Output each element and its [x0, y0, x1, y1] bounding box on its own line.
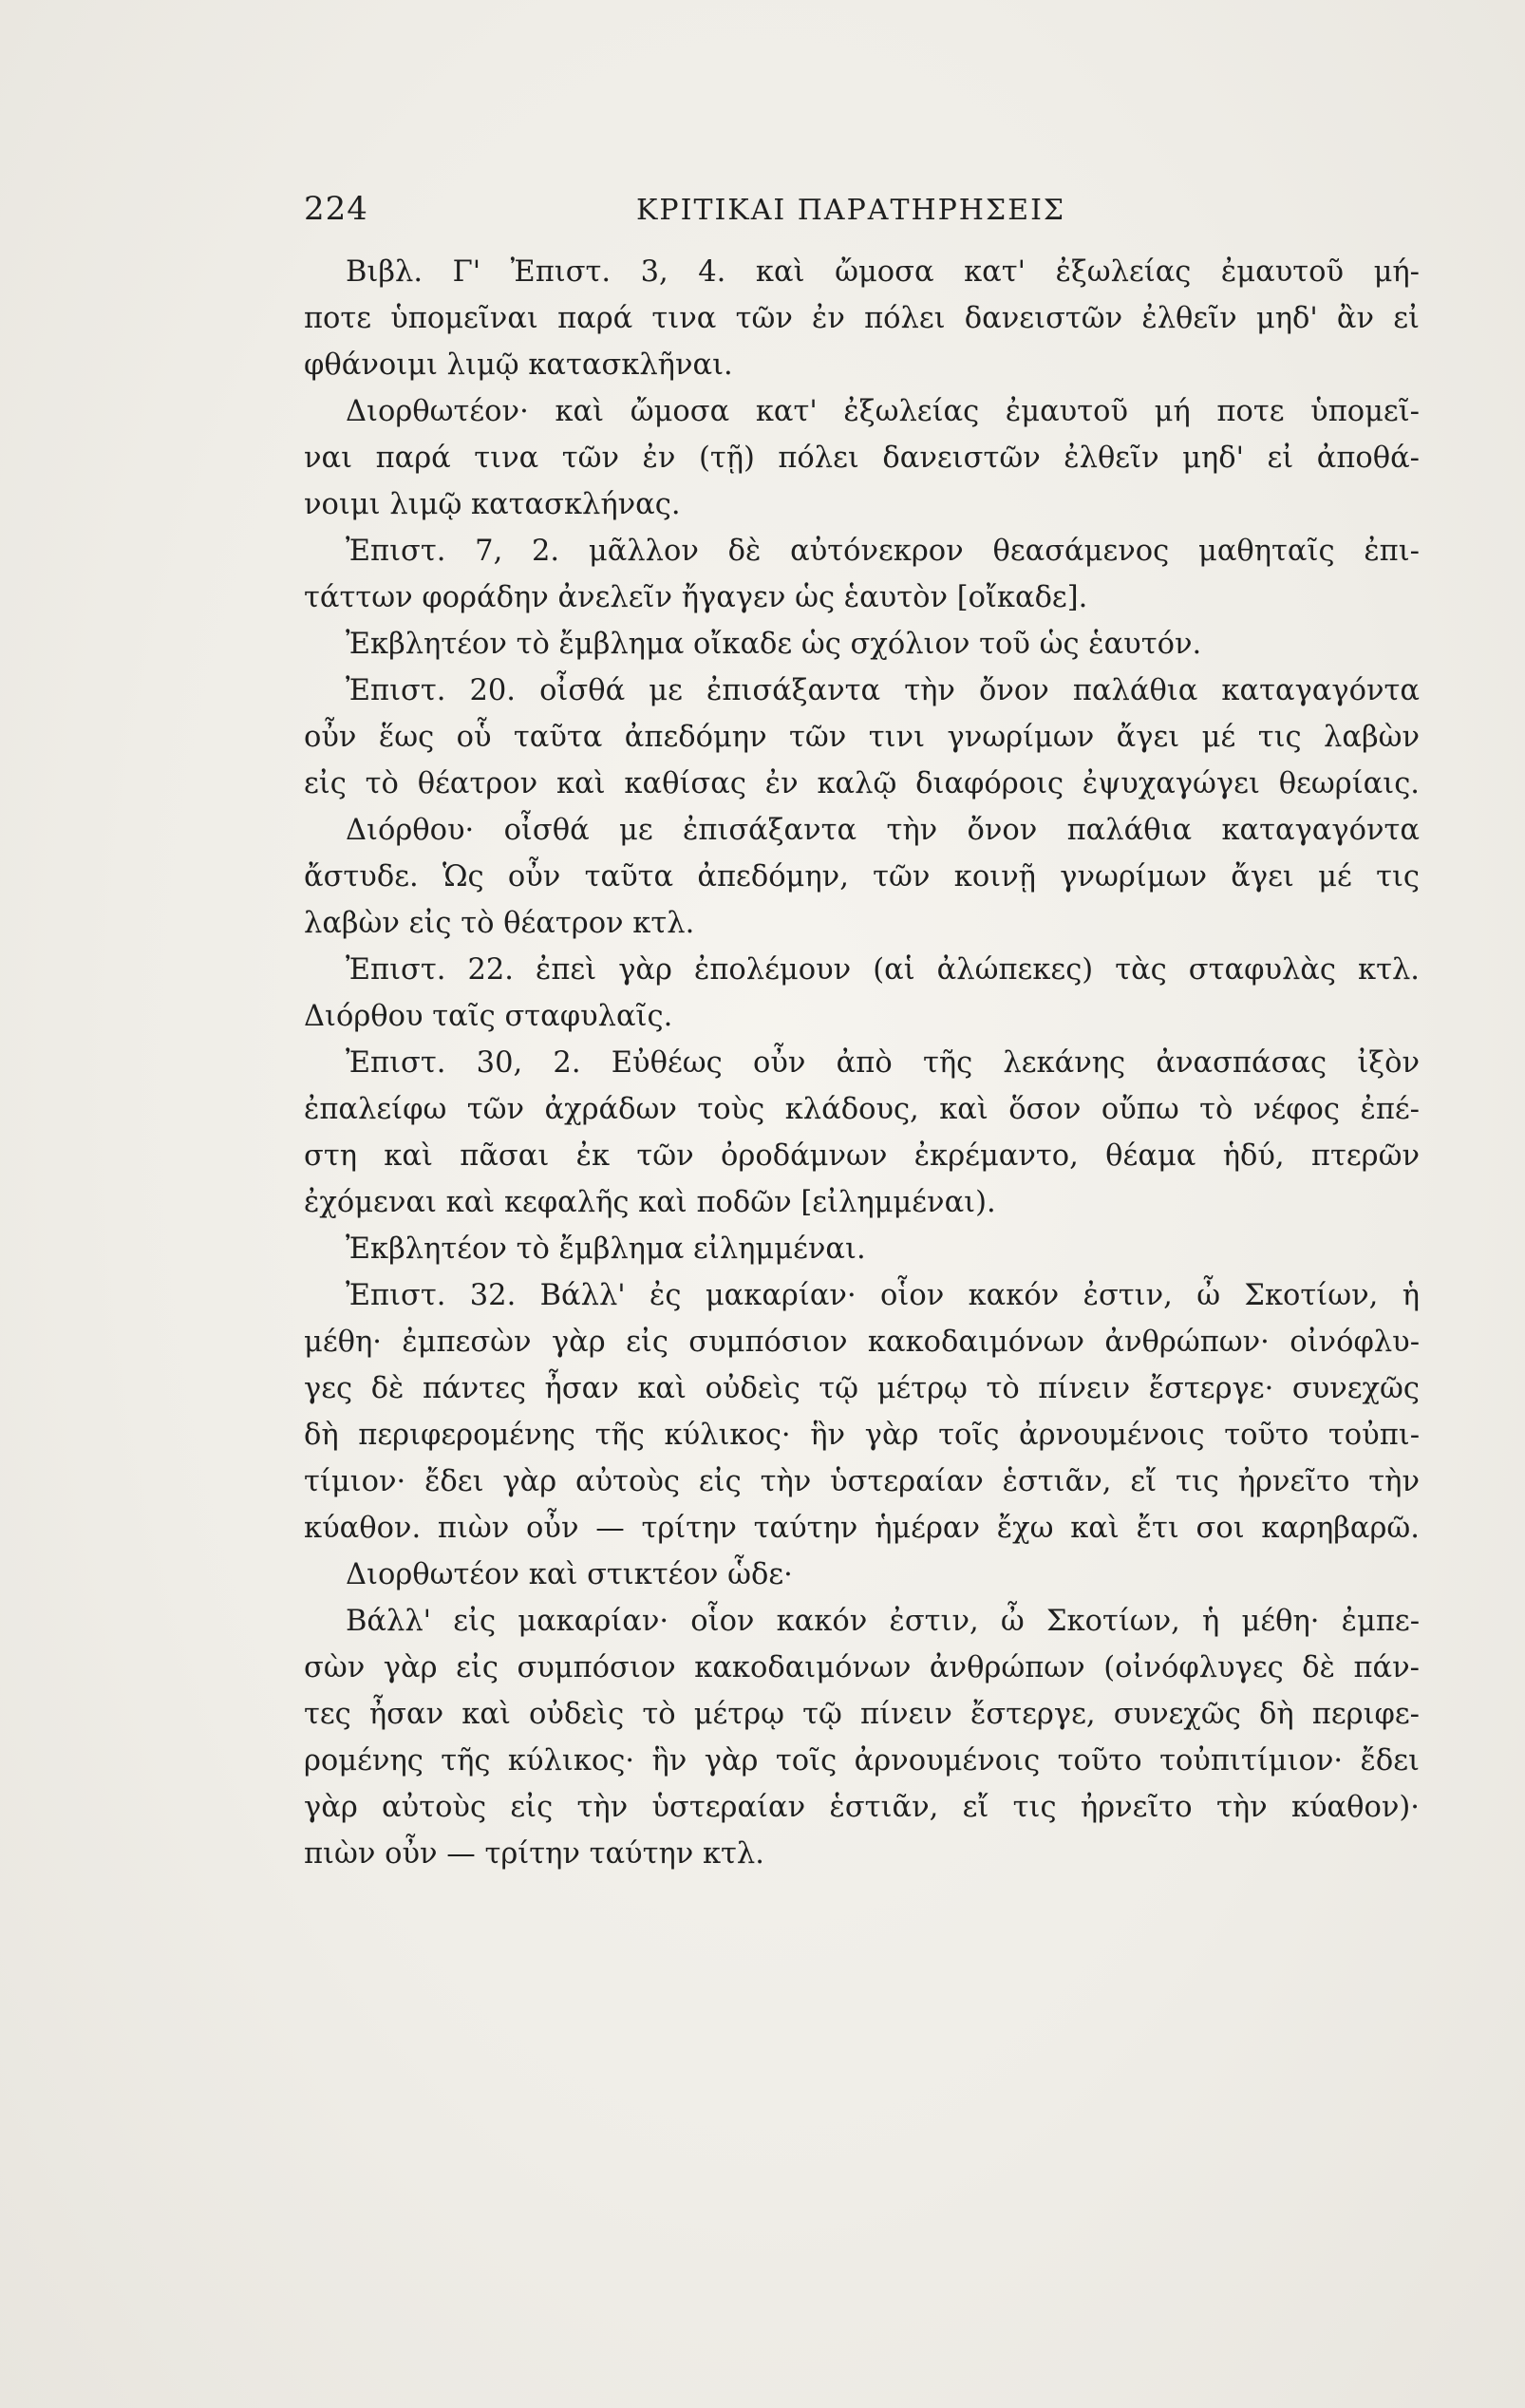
text-line: ἐπαλείφω τῶν ἀχράδων τοὺς κλάδους, καὶ ὅσον οὔπω τὸ νέφος ἐπέ- — [304, 1093, 1420, 1126]
text-line: γες δὲ πάντες ἦσαν καὶ οὐδεὶς τῷ μέτρῳ τὸ πίνειν ἔστεργε· συνεχῶς — [304, 1372, 1420, 1405]
text-line: Βάλλ' εἰς μακαρίαν· οἷον κακόν ἐστιν, ὦ Σκοτίων, ἡ μέθη· ἐμπε- — [346, 1605, 1420, 1638]
text-line: κύαθον. πιὼν οὖν — τρίτην ταύτην ἡμέραν ἔχω καὶ ἔτι σοι καρηβαρῶ. — [304, 1512, 1420, 1545]
text-line: οὖν ἕως οὗ ταῦτα ἀπεδόμην τῶν τινι γνωρίμων ἄγει μέ τις λαβὼν — [304, 721, 1420, 754]
text-line: δὴ περιφερομένης τῆς κύλικος· ἣν γὰρ τοῖς ἀρνουμένοις τοῦτο τοὐπι- — [304, 1419, 1420, 1452]
text-line: Ἐπιστ. 22. ἐπεὶ γὰρ ἐπολέμουν (αἱ ἀλώπεκες) τὰς σταφυλὰς κτλ. — [346, 953, 1420, 987]
text-line: ναι παρά τινα τῶν ἐν (τῇ) πόλει δανειστῶν ἐλθεῖν μηδ' εἰ ἀποθά- — [304, 442, 1420, 475]
text-line: Ἐκβλητέον τὸ ἔμβλημα εἰλημμέναι. — [346, 1232, 866, 1266]
text-line: ποτε ὑπομεῖναι παρά τινα τῶν ἐν πόλει δανειστῶν ἐλθεῖν μηδ' ἂν εἰ — [304, 302, 1420, 335]
text-line: Ἐκβλητέον τὸ ἔμβλημα οἴκαδε ὡς σχόλιον τοῦ ὡς ἑαυτόν. — [346, 628, 1202, 661]
text-line: σὼν γὰρ εἰς συμπόσιον κακοδαιμόνων ἀνθρώπων (οἰνόφλυγες δὲ πάν- — [304, 1651, 1420, 1684]
text-line: φθάνοιμι λιμῷ κατασκλῆναι. — [304, 348, 733, 382]
text-line: Ἐπιστ. 20. οἶσθά με ἐπισάξαντα τὴν ὄνον παλάθια καταγαγόντα — [346, 674, 1420, 707]
body-text — [304, 249, 1420, 1877]
text-line: νοιμι λιμῷ κατασκλήνας. — [304, 488, 681, 521]
text-line: εἰς τὸ θέατρον καὶ καθίσας ἐν καλῷ διαφόροις ἐψυχαγώγει θεωρίαις. — [304, 767, 1420, 800]
text-line: μέθη· ἐμπεσὼν γὰρ εἰς συμπόσιον κακοδαιμόνων ἀνθρώπων· οἰνόφλυ- — [304, 1326, 1420, 1359]
text-line: γὰρ αὐτοὺς εἰς τὴν ὑστεραίαν ἑστιᾶν, εἴ τις ἠρνεῖτο τὴν κύαθον)· — [304, 1791, 1420, 1824]
text-line: Βιβλ. Γ' Ἐπιστ. 3, 4. καὶ ὤμοσα κατ' ἐξωλείας ἐμαυτοῦ μή- — [346, 255, 1420, 289]
text-line: ἐχόμεναι καὶ κεφαλῆς καὶ ποδῶν [εἰλημμέναι). — [304, 1186, 996, 1219]
text-line: στη καὶ πᾶσαι ἐκ τῶν ὀροδάμνων ἐκρέμαντο, θέαμα ἡδύ, πτερῶν — [304, 1139, 1420, 1173]
text-line: ἄστυδε. Ὡς οὖν ταῦτα ἀπεδόμην, τῶν κοινῇ γνωρίμων ἄγει μέ τις — [304, 860, 1420, 894]
text-line: Διορθωτέον καὶ στικτέον ὧδε· — [346, 1558, 793, 1591]
text-line: Ἐπιστ. 30, 2. Εὐθέως οὖν ἀπὸ τῆς λεκάνης ἀνασπάσας ἰξὸν — [346, 1046, 1420, 1080]
page-number: 224 — [304, 190, 368, 228]
text-line: λαβὼν εἰς τὸ θέατρον κτλ. — [304, 907, 695, 940]
text-line: πιὼν οὖν — τρίτην ταύτην κτλ. — [304, 1837, 764, 1871]
text-line: Διόρθου· οἶσθά με ἐπισάξαντα τὴν ὄνον παλάθια καταγαγόντα — [346, 814, 1420, 847]
text-line: Ἐπιστ. 32. Βάλλ' ἐς μακαρίαν· οἷον κακόν ἐστιν, ὦ Σκοτίων, ἡ — [346, 1279, 1420, 1312]
text-line: ρομένης τῆς κύλικος· ἣν γὰρ τοῖς ἀρνουμένοις τοῦτο τοὐπιτίμιον· ἔδει — [304, 1744, 1420, 1778]
text-line: τες ἦσαν καὶ οὐδεὶς τὸ μέτρῳ τῷ πίνειν ἔστεργε, συνεχῶς δὴ περιφε- — [304, 1698, 1420, 1731]
page-header — [304, 190, 1491, 234]
text-line: Διορθωτέον· καὶ ὤμοσα κατ' ἐξωλείας ἐμαυτοῦ μή ποτε ὑπομεῖ- — [346, 395, 1420, 428]
running-head: ΚΡΙΤΙΚΑΙ ΠΑΡΑΤΗΡΗΣΕΙΣ — [636, 194, 1066, 227]
text-line: τάττων φοράδην ἀνελεῖν ἤγαγεν ὡς ἑαυτὸν [οἴκαδε]. — [304, 581, 1088, 614]
text-line: Ἐπιστ. 7, 2. μᾶλλον δὲ αὐτόνεκρον θεασάμενος μαθηταῖς ἐπι- — [346, 535, 1420, 568]
text-line: Διόρθου ταῖς σταφυλαῖς. — [304, 1000, 673, 1033]
text-line: τίμιον· ἔδει γὰρ αὐτοὺς εἰς τὴν ὑστεραίαν ἑστιᾶν, εἴ τις ἠρνεῖτο τὴν — [304, 1465, 1420, 1498]
